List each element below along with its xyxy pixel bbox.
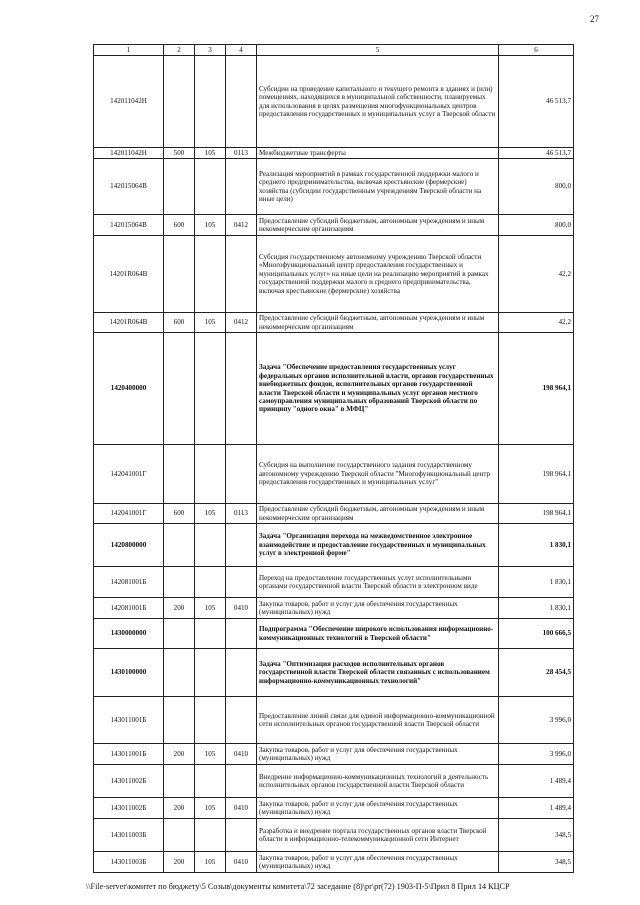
row-description: Предоставление субсидий бюджетным, автономным учреждениям и иным некоммерческим организациям [257,215,499,236]
row-description: Задача "Обеспечение предоставления государственных услуг федеральных органов исполнительной власти, органов государственных внебюджетных фондов, исполнительных органов государственной власти Тверской области и муниципальных услуг органов местного самоуправления муниципальных образований Тверской области по принципу "одного окна" в МФЦ" [257,333,499,445]
row-amount: 3 996,0 [499,697,574,744]
row-amount: 28 454,5 [499,649,574,697]
row-ved: 200 [164,798,195,819]
row-code: 143011003Б [94,852,164,873]
column-header: 4 [226,45,257,56]
row-code: 142081001Б [94,598,164,619]
row-razdel: 105 [195,313,226,333]
row-razdel [195,333,226,445]
row-vid [226,697,257,744]
row-razdel: 105 [195,798,226,819]
row-amount: 100 666,5 [499,619,574,649]
row-code: 142041001Г [94,504,164,524]
row-razdel [195,765,226,798]
row-razdel [195,56,226,148]
table-row [94,798,574,819]
row-razdel: 105 [195,215,226,236]
row-vid [226,56,257,148]
row-ved: 500 [164,148,195,159]
row-code: 1420400000 [94,333,164,445]
row-vid [226,333,257,445]
row-ved: 200 [164,744,195,765]
row-razdel: 105 [195,744,226,765]
table-row [94,445,574,504]
row-amount: 42,2 [499,236,574,313]
row-description: Задача "Организация перехода на межведомственное электронное взаимодействие и предоставление государственных и муниципальных услуг в электронной форме" [257,524,499,567]
row-ved [164,236,195,313]
row-razdel [195,619,226,649]
row-description: Закупка товаров, работ и услуг для обеспечения государственных (муниципальных) нужд [257,744,499,765]
row-code: 1430000000 [94,619,164,649]
row-vid: 0410 [226,598,257,619]
row-ved [164,619,195,649]
table-row [94,333,574,445]
row-amount: 1 489,4 [499,798,574,819]
row-vid: 0410 [226,852,257,873]
row-vid [226,765,257,798]
row-description: Внедрение информационно-коммуникационных технологий в деятельность исполнительных органов государственной власти Тверской области [257,765,499,798]
row-description: Задача "Оптимизация расходов исполнительных органов государственной власти Тверской области связанных с использованием информационно-коммуникационных технологий" [257,649,499,697]
column-header: 2 [164,45,195,56]
row-vid [226,649,257,697]
column-header: 3 [195,45,226,56]
row-razdel: 105 [195,504,226,524]
row-vid: 0412 [226,313,257,333]
row-description: Субсидия на выполнение государственного задания государственному автономному учреждению Тверской области "Многофункциональный центр предоставления государственных и муниципальных услуг" [257,445,499,504]
row-vid [226,236,257,313]
row-description: Межбюджетные трансферты [257,148,499,159]
table-row [94,819,574,852]
row-code: 142041001Г [94,445,164,504]
row-vid: 0412 [226,215,257,236]
row-razdel [195,819,226,852]
column-header: 6 [499,45,574,56]
row-description: Закупка товаров, работ и услуг для обеспечения государственных (муниципальных) нужд [257,852,499,873]
budget-table [93,44,574,873]
row-code: 142011042Н [94,56,164,148]
row-code: 142015064В [94,159,164,215]
row-razdel: 105 [195,148,226,159]
table-row [94,504,574,524]
row-vid: 0113 [226,148,257,159]
row-ved [164,333,195,445]
row-vid [226,524,257,567]
row-razdel [195,567,226,598]
row-razdel [195,236,226,313]
row-vid: 0410 [226,798,257,819]
row-ved [164,159,195,215]
table-row [94,649,574,697]
row-amount: 3 996,0 [499,744,574,765]
row-vid [226,445,257,504]
file-path-footer: \\File-server\комитет по бюджету\5 Созыв\документы комитета\72 заседание (8)\pr\pr(72) 1903-П-5\Прил 8 Прил 14 КЦСР [86,882,510,891]
page-number: 27 [590,14,599,24]
row-code: 14201R064В [94,313,164,333]
table-row [94,697,574,744]
row-description: Реализация мероприятий в рамках государственной поддержки малого и среднего предпринимательства, включая крестьянские (фермерские) хозяйства (субсидии государственным учреждениям Тверской области на иные цели) [257,159,499,215]
row-amount: 800,0 [499,215,574,236]
row-code: 143011001Б [94,744,164,765]
table-row [94,159,574,215]
row-ved [164,697,195,744]
row-razdel [195,524,226,567]
row-vid [226,567,257,598]
row-code: 1430100000 [94,649,164,697]
table-row [94,567,574,598]
row-description: Субсидии на проведение капитального и текущего ремонта в зданиях и (или) помещениях, находящихся в муниципальной собственности, планируемых для использования в целях размещения многофункциональных центров предоставления государственных и муниципальных услуг в Тверской области [257,56,499,148]
table-row [94,215,574,236]
column-header: 5 [257,45,499,56]
row-description: Субсидия государственному автономному учреждению Тверской области «Многофункциональный центр предоставления государственных и муниципальных услуг» на иные цели на реализацию мероприятий в рамках государственной поддержки малого и среднего предпринимательства, включая крестьянские (фермерские) хозяйства [257,236,499,313]
row-razdel: 105 [195,852,226,873]
row-amount: 1 830,1 [499,598,574,619]
row-ved [164,445,195,504]
row-ved: 200 [164,852,195,873]
row-code: 142011042Н [94,148,164,159]
table-row [94,313,574,333]
table-row [94,236,574,313]
table-row [94,598,574,619]
row-vid: 0410 [226,744,257,765]
row-amount: 46 513,7 [499,56,574,148]
table-row [94,524,574,567]
row-vid [226,819,257,852]
row-razdel: 105 [195,598,226,619]
row-description: Закупка товаров, работ и услуг для обеспечения государственных (муниципальных) нужд [257,798,499,819]
row-code: 143011001Б [94,697,164,744]
row-amount: 198 964,1 [499,445,574,504]
row-ved: 200 [164,598,195,619]
row-ved [164,56,195,148]
row-razdel [195,697,226,744]
table-row [94,744,574,765]
row-vid: 0113 [226,504,257,524]
table-row [94,852,574,873]
row-description: Предоставление субсидий бюджетным, автономным учреждениям и иным некоммерческим организациям [257,313,499,333]
row-code: 142081001Б [94,567,164,598]
table-row [94,619,574,649]
row-amount: 348,5 [499,819,574,852]
row-description: Предоставление линий связи для единой информационно-коммуникационной сети исполнительных органов государственной власти Тверской области [257,697,499,744]
row-description: Подпрограмма "Обеспечение широкого использования информационно-коммуникационных технологий в Тверской области" [257,619,499,649]
row-ved [164,819,195,852]
row-ved [164,567,195,598]
row-ved [164,524,195,567]
row-amount: 46 513,7 [499,148,574,159]
row-ved: 600 [164,313,195,333]
table-row [94,56,574,148]
row-code: 143011002Б [94,765,164,798]
row-amount: 198 964,1 [499,333,574,445]
row-vid [226,619,257,649]
column-header: 1 [94,45,164,56]
row-razdel [195,445,226,504]
row-ved [164,649,195,697]
table-row [94,148,574,159]
row-description: Предоставление субсидий бюджетным, автономным учреждениям и иным некоммерческим организациям [257,504,499,524]
row-ved: 600 [164,215,195,236]
row-amount: 198 964,1 [499,504,574,524]
row-ved: 600 [164,504,195,524]
row-razdel [195,159,226,215]
row-code: 143011003Б [94,819,164,852]
row-code: 14201R064В [94,236,164,313]
row-amount: 1 489,4 [499,765,574,798]
table-row [94,765,574,798]
row-description: Разработка и внедрение портала государственных органов власти Тверской области в информационно-телекоммуникационной сети Интернет [257,819,499,852]
row-description: Закупка товаров, работ и услуг для обеспечения государственных (муниципальных) нужд [257,598,499,619]
row-amount: 1 830,1 [499,524,574,567]
row-ved [164,765,195,798]
row-vid [226,159,257,215]
row-amount: 42,2 [499,313,574,333]
row-amount: 1 830,1 [499,567,574,598]
row-amount: 800,0 [499,159,574,215]
row-code: 1420800000 [94,524,164,567]
row-code: 143011002Б [94,798,164,819]
table-header-row [94,45,574,56]
row-description: Переход на предоставление государственных услуг исполнительными органами государственной власти Тверской области в электронном виде [257,567,499,598]
row-amount: 348,5 [499,852,574,873]
row-razdel [195,649,226,697]
row-code: 142015064В [94,215,164,236]
